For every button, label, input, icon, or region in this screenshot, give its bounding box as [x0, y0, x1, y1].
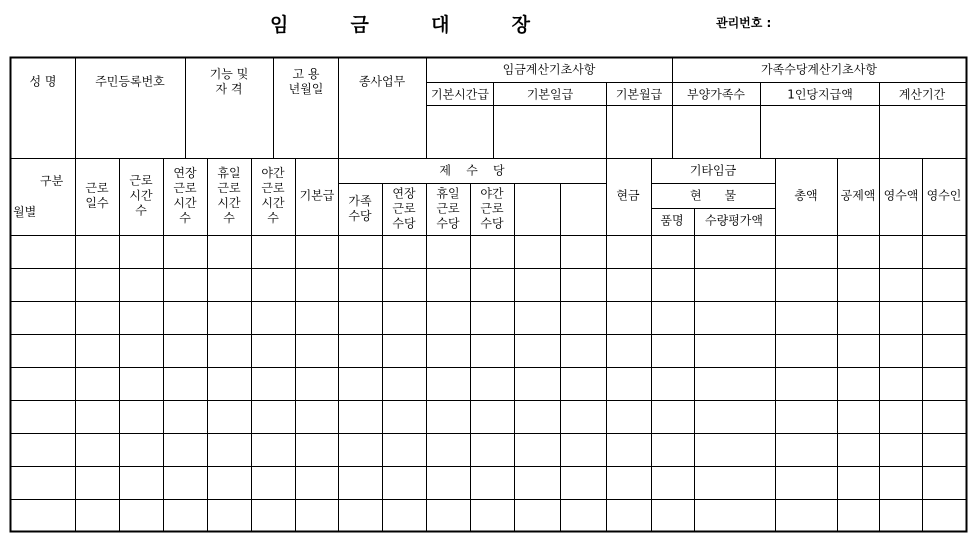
work-days-header — [85, 181, 108, 211]
header-line: 근로 — [261, 181, 285, 195]
header-line: 시간 — [173, 196, 197, 210]
holiday-work-allowance-header — [436, 187, 459, 232]
total-header: 총액 — [794, 188, 818, 203]
title-char: 대 — [431, 13, 450, 36]
duty-header: 종사업무 — [358, 74, 406, 89]
received-amount-header: 영수액 — [883, 188, 919, 203]
item-name-header: 품명 — [660, 213, 684, 228]
holiday-hours-header — [217, 166, 240, 226]
division-label: 구분 — [40, 174, 64, 188]
in-kind-header: 현 물 — [689, 188, 737, 203]
hire-date-header — [289, 67, 324, 97]
deduction-header: 공제액 — [840, 188, 876, 203]
skill-qualification-header — [210, 67, 249, 97]
night-hours-header — [261, 166, 284, 226]
work-hours-header — [129, 174, 152, 219]
header-line: 근로 — [436, 201, 460, 216]
header-line: 자 격 — [215, 82, 243, 96]
header-line: 휴일 — [217, 166, 241, 180]
header-line: 연장 — [173, 166, 197, 180]
calc-period-header: 계산기간 — [898, 87, 946, 102]
other-wage-header: 기타임금 — [689, 163, 737, 178]
base-monthly-header: 기본월급 — [615, 87, 663, 102]
wage-basis-header: 임금계산기초사항 — [502, 62, 596, 77]
base-hourly-header: 기본시간급 — [431, 87, 489, 102]
header-line: 근로 — [392, 201, 416, 216]
header-line: 시간 — [261, 196, 285, 210]
per-person-amount-header: 1인당지급액 — [787, 87, 853, 102]
header-line: 시간 — [217, 196, 241, 210]
extended-hours-header — [173, 166, 196, 226]
management-number-label: 관리번호 : — [716, 16, 772, 30]
cash-header: 현금 — [616, 188, 640, 203]
header-line: 수 — [267, 211, 279, 225]
resident-number-header: 주민등록번호 — [95, 74, 165, 89]
header-line: 수당 — [480, 216, 504, 231]
family-allowance-header — [348, 194, 371, 224]
header-line: 시간 — [129, 188, 153, 203]
title-char: 장 — [511, 13, 530, 36]
header-line: 수당 — [348, 209, 372, 223]
header-line: 수 — [223, 211, 235, 225]
header-line: 수당 — [436, 216, 460, 231]
family-allowance-basis-header: 가족수당계산기초사항 — [761, 62, 877, 77]
header-line: 근로 — [217, 181, 241, 195]
month-label: 월별 — [13, 205, 37, 219]
header-line: 수 — [179, 211, 191, 225]
header-line: 연장 — [392, 186, 416, 201]
header-line: 일수 — [85, 196, 109, 210]
receipt-seal-header: 영수인 — [926, 188, 962, 203]
header-line: 근로 — [480, 201, 504, 216]
header-line: 수 — [135, 203, 147, 218]
header-line: 기능 및 — [209, 67, 249, 81]
header-line: 근로 — [173, 181, 197, 195]
header-line: 수당 — [392, 216, 416, 231]
header-line: 야간 — [480, 186, 504, 201]
header-line: 근로 — [85, 181, 109, 195]
night-work-allowance-header — [480, 187, 503, 232]
base-pay-header: 기본급 — [299, 188, 335, 203]
header-line: 가족 — [348, 194, 372, 208]
name-header: 성 명 — [29, 74, 57, 89]
header-line: 년월일 — [288, 82, 324, 96]
allowances-header: 제 수 당 — [439, 163, 505, 178]
dependents-header: 부양가족수 — [687, 87, 745, 102]
title-char: 임 — [270, 13, 289, 36]
header-line: 야간 — [261, 166, 285, 180]
extended-work-allowance-header — [392, 187, 415, 232]
header-line: 근로 — [129, 173, 153, 188]
base-daily-header: 기본일급 — [526, 87, 574, 102]
header-line: 고 용 — [292, 67, 320, 81]
title-char: 금 — [350, 13, 369, 36]
header-line: 휴일 — [436, 186, 460, 201]
quantity-value-header: 수량평가액 — [705, 213, 763, 228]
